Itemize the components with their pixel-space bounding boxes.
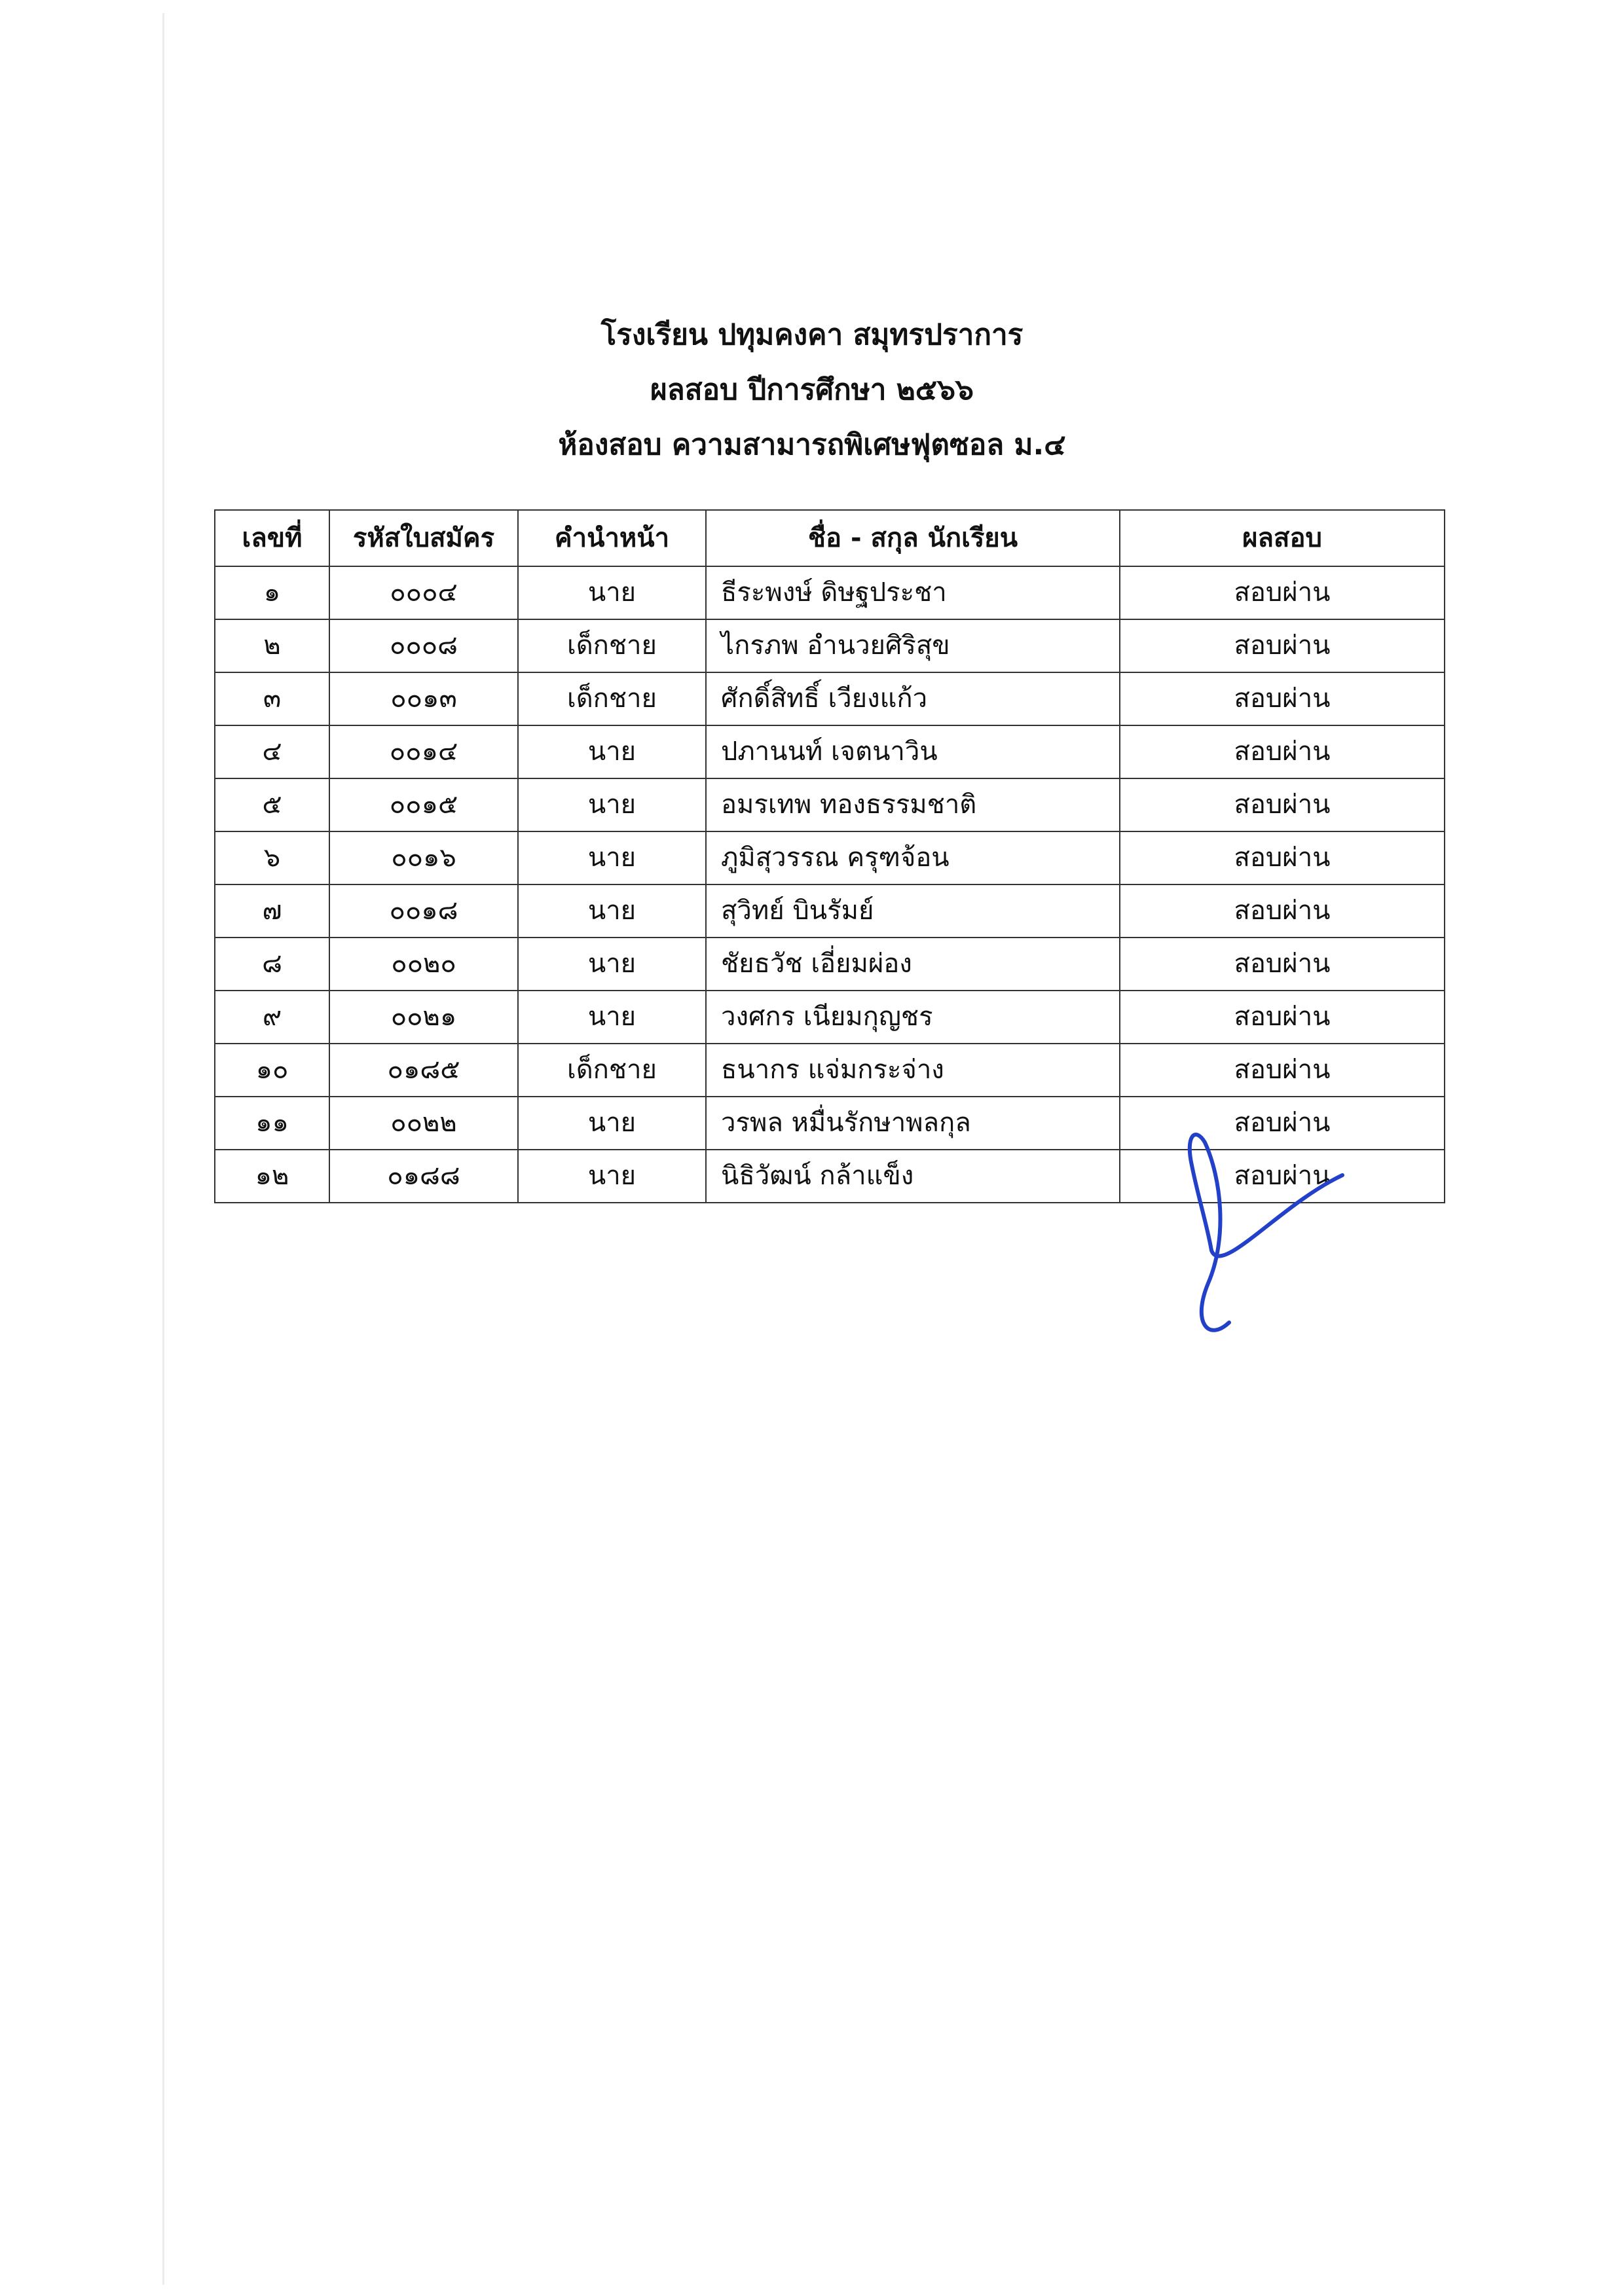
cell-result: สอบผ่าน <box>1120 1044 1445 1097</box>
cell-number: ๕ <box>215 778 329 831</box>
cell-number: ๔ <box>215 725 329 778</box>
cell-code: ๐๐๑๘ <box>329 884 518 938</box>
cell-result: สอบผ่าน <box>1120 831 1445 884</box>
cell-prefix: นาย <box>518 991 706 1044</box>
cell-name: ชัยธวัช เอี่ยมผ่อง <box>706 938 1120 991</box>
cell-result: สอบผ่าน <box>1120 778 1445 831</box>
cell-name: วรพล หมื่นรักษาพลกุล <box>706 1097 1120 1150</box>
column-header-code: รหัสใบสมัคร <box>329 510 518 566</box>
cell-code: ๐๐๐๔ <box>329 566 518 619</box>
cell-result: สอบผ่าน <box>1120 672 1445 725</box>
cell-prefix: นาย <box>518 778 706 831</box>
cell-prefix: นาย <box>518 566 706 619</box>
cell-result: สอบผ่าน <box>1120 884 1445 938</box>
table-row <box>215 672 1445 725</box>
cell-number: ๒ <box>215 619 329 672</box>
cell-number: ๗ <box>215 884 329 938</box>
cell-prefix: เด็กชาย <box>518 672 706 725</box>
cell-result: สอบผ่าน <box>1120 1150 1445 1203</box>
table-row <box>215 778 1445 831</box>
cell-name: นิธิวัฒน์ กล้าแข็ง <box>706 1150 1120 1203</box>
table-row <box>215 938 1445 991</box>
cell-result: สอบผ่าน <box>1120 619 1445 672</box>
cell-prefix: เด็กชาย <box>518 619 706 672</box>
cell-result: สอบผ่าน <box>1120 991 1445 1044</box>
cell-result: สอบผ่าน <box>1120 725 1445 778</box>
table-row <box>215 884 1445 938</box>
cell-prefix: นาย <box>518 831 706 884</box>
cell-prefix: นาย <box>518 884 706 938</box>
results-table <box>214 509 1445 1203</box>
cell-number: ๖ <box>215 831 329 884</box>
table-row <box>215 831 1445 884</box>
cell-number: ๑๑ <box>215 1097 329 1150</box>
table-row <box>215 725 1445 778</box>
column-header-name: ชื่อ - สกุล นักเรียน <box>706 510 1120 566</box>
cell-name: สุวิทย์ บินรัมย์ <box>706 884 1120 938</box>
cell-name: ธนากร แจ่มกระจ่าง <box>706 1044 1120 1097</box>
cell-code: ๐๐๑๖ <box>329 831 518 884</box>
cell-prefix: นาย <box>518 1150 706 1203</box>
cell-number: ๑ <box>215 566 329 619</box>
cell-code: ๐๑๘๘ <box>329 1150 518 1203</box>
cell-number: ๘ <box>215 938 329 991</box>
cell-name: ภูมิสุวรรณ ครุฑจ้อน <box>706 831 1120 884</box>
cell-code: ๐๐๒๑ <box>329 991 518 1044</box>
exam-room-title: ห้องสอบ ความสามารถพิเศษฟุตซอล ม.๔ <box>558 428 1066 462</box>
cell-name: ธีระพงษ์ ดิษฐประชา <box>706 566 1120 619</box>
cell-code: ๐๐๒๐ <box>329 938 518 991</box>
cell-number: ๑๒ <box>215 1150 329 1203</box>
cell-code: ๐๐๑๕ <box>329 778 518 831</box>
cell-name: วงศกร เนียมกุญชร <box>706 991 1120 1044</box>
cell-prefix: นาย <box>518 725 706 778</box>
cell-result: สอบผ่าน <box>1120 938 1445 991</box>
table-row <box>215 566 1445 619</box>
column-header-prefix: คำนำหน้า <box>518 510 706 566</box>
school-name: โรงเรียน ปทุมคงคา สมุทรปราการ <box>600 318 1024 352</box>
cell-number: ๑๐ <box>215 1044 329 1097</box>
document-header <box>0 308 1624 473</box>
cell-number: ๓ <box>215 672 329 725</box>
exam-year-title: ผลสอบ ปีการศึกษา ๒๕๖๖ <box>650 373 974 407</box>
table-header-row <box>215 510 1445 566</box>
signature-icon <box>1182 1126 1352 1336</box>
cell-code: ๐๐๒๒ <box>329 1097 518 1150</box>
cell-code: ๐๐๐๘ <box>329 619 518 672</box>
cell-name: ปภานนท์ เจตนาวิน <box>706 725 1120 778</box>
cell-name: ไกรภพ อำนวยศิริสุข <box>706 619 1120 672</box>
cell-name: ศักดิ์สิทธิ์ เวียงแก้ว <box>706 672 1120 725</box>
table-row <box>215 619 1445 672</box>
cell-name: อมรเทพ ทองธรรมชาติ <box>706 778 1120 831</box>
column-header-number: เลขที่ <box>215 510 329 566</box>
cell-number: ๙ <box>215 991 329 1044</box>
table-row <box>215 1044 1445 1097</box>
cell-prefix: เด็กชาย <box>518 1044 706 1097</box>
cell-code: ๐๐๑๓ <box>329 672 518 725</box>
cell-result: สอบผ่าน <box>1120 566 1445 619</box>
column-header-result: ผลสอบ <box>1120 510 1445 566</box>
table-row <box>215 991 1445 1044</box>
cell-prefix: นาย <box>518 1097 706 1150</box>
cell-result: สอบผ่าน <box>1120 1097 1445 1150</box>
cell-code: ๐๑๘๕ <box>329 1044 518 1097</box>
cell-code: ๐๐๑๔ <box>329 725 518 778</box>
cell-prefix: นาย <box>518 938 706 991</box>
